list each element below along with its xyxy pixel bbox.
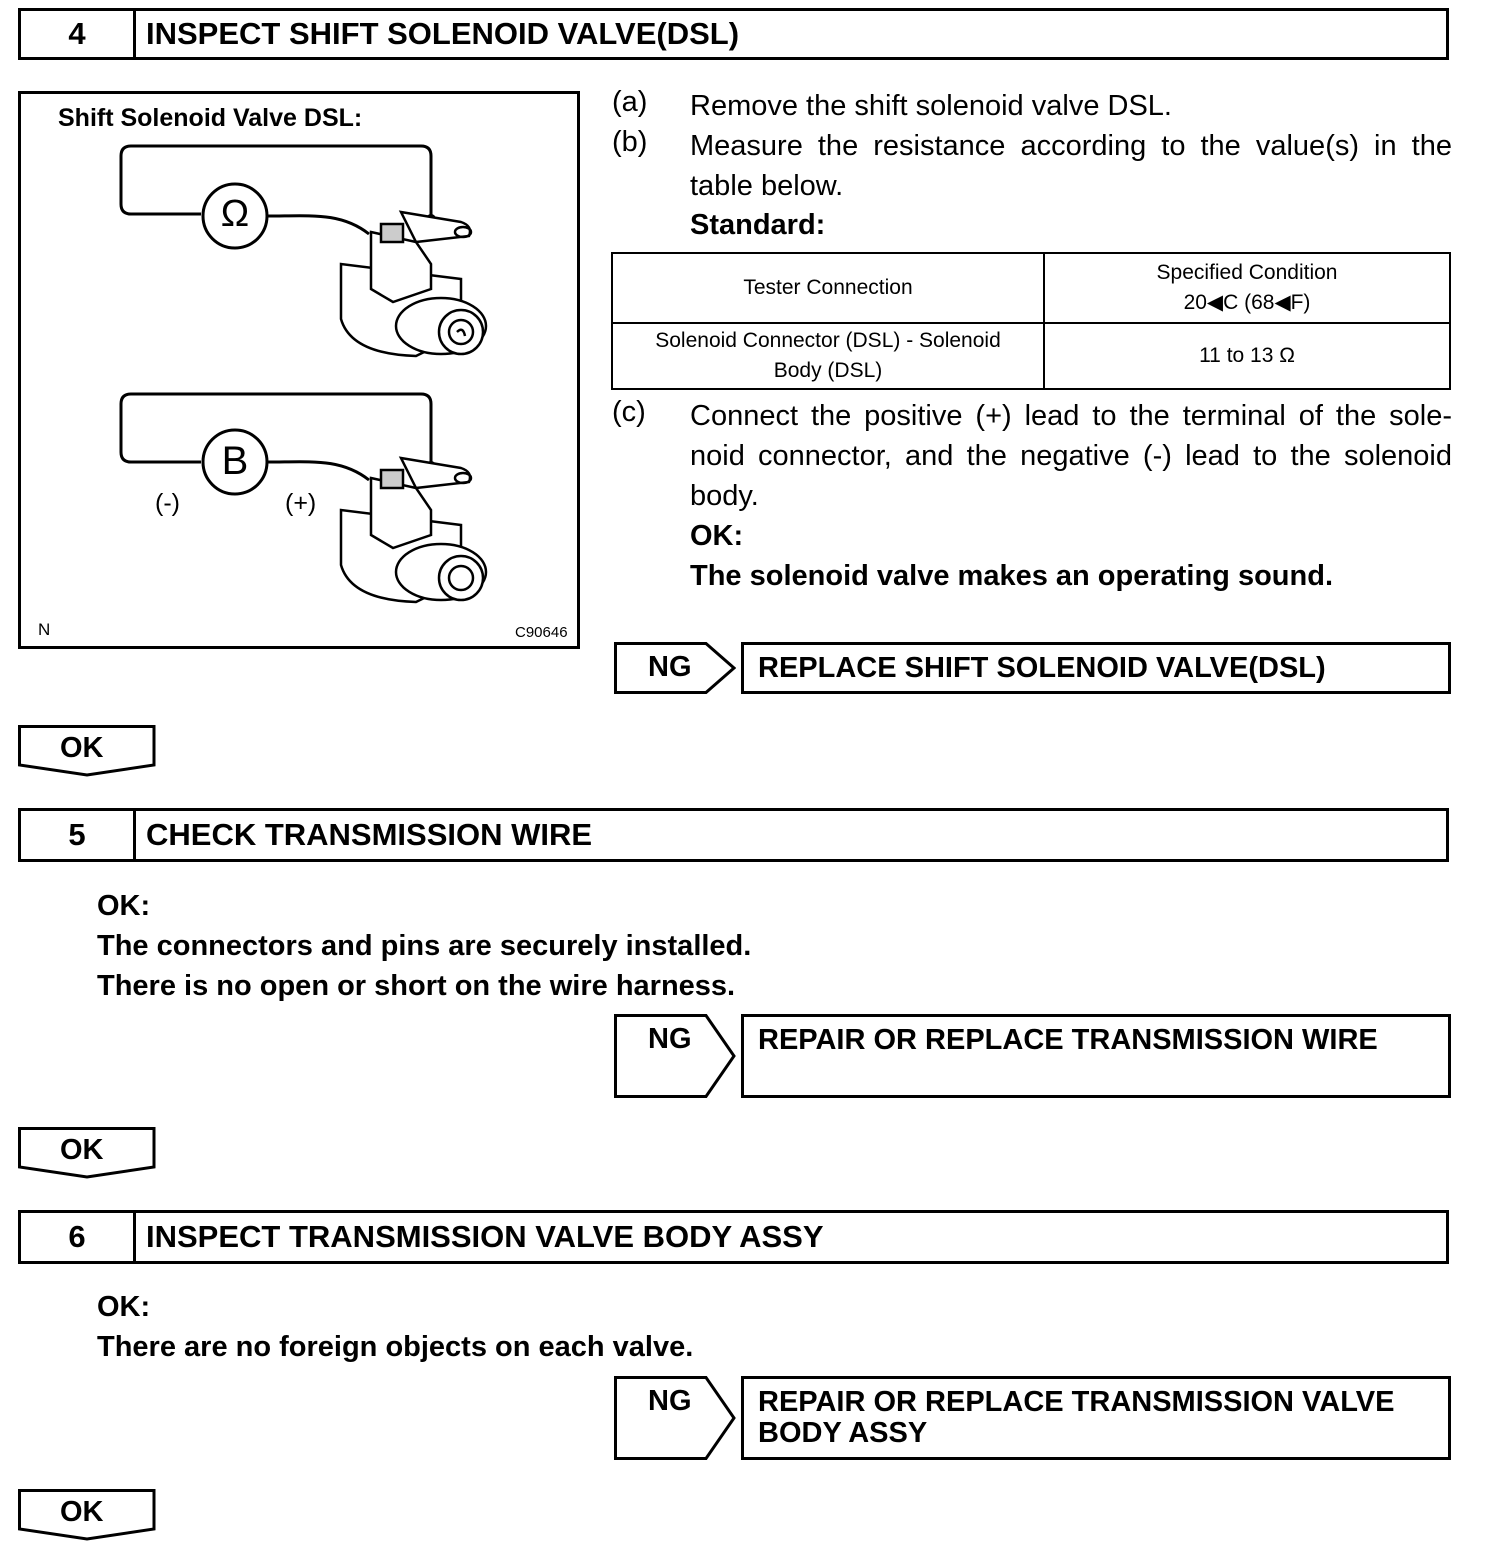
table-cell-connection <box>612 323 1044 389</box>
ng-branch-step4[interactable] <box>614 642 736 694</box>
connection-line2: Body (DSL) <box>773 359 883 382</box>
ng-action-step5: REPAIR OR REPLACE TRANSMISSION WIRE <box>741 1014 1451 1098</box>
solenoid-valve-icon-lower <box>341 458 486 602</box>
ng-label: NG <box>648 1385 692 1417</box>
step-c-text-line2: noid connector, and the negative (-) lead to the solenoid <box>690 440 1452 472</box>
battery-wire <box>121 394 431 466</box>
ok-label: OK <box>60 1134 104 1166</box>
step-number: 6 <box>21 1213 136 1261</box>
ng-branch-step5[interactable] <box>614 1014 736 1098</box>
ok-criteria-label: OK: <box>97 890 151 922</box>
table-header-tester: Tester Connection <box>612 253 1044 323</box>
ok-criteria-line1: The connectors and pins are securely installed. <box>97 930 752 962</box>
table-header-condition-label: Specified Condition <box>1156 261 1338 284</box>
ng-action-step4: REPLACE SHIFT SOLENOID VALVE(DSL) <box>741 642 1451 694</box>
solenoid-valve-icon-upper <box>341 212 486 356</box>
ohm-symbol: Ω <box>220 193 250 235</box>
ok-label: OK <box>60 732 104 764</box>
solenoid-figure <box>18 91 580 649</box>
step-b-text-line2: table below. <box>690 170 844 202</box>
ng-action-step6 <box>741 1376 1451 1460</box>
ok-branch-step4[interactable] <box>18 725 156 777</box>
step-title: CHECK TRANSMISSION WIRE <box>146 817 593 852</box>
table-header-temperature: 20◀C (68◀F) <box>1183 291 1311 314</box>
battery-symbol: B <box>221 439 249 483</box>
step-a-text: Remove the shift solenoid valve DSL. <box>690 90 1172 122</box>
ng-label: NG <box>648 1023 692 1055</box>
ok-criteria-label: OK: <box>97 1291 151 1323</box>
step-title: INSPECT TRANSMISSION VALVE BODY ASSY <box>146 1219 824 1254</box>
step-title: INSPECT SHIFT SOLENOID VALVE(DSL) <box>146 16 740 51</box>
step-number: 5 <box>21 811 136 859</box>
step-number: 4 <box>21 11 136 57</box>
step-6-header <box>18 1210 1449 1264</box>
ng-action-line1: REPAIR OR REPLACE TRANSMISSION VALVE <box>758 1386 1395 1418</box>
ohmmeter-wire <box>121 146 431 219</box>
solenoid-diagram <box>21 94 577 646</box>
ok-label: OK <box>60 1496 104 1528</box>
ok-criteria-line1: There are no foreign objects on each valve. <box>97 1331 694 1363</box>
figure-code: C90646 <box>515 624 568 641</box>
figure-corner-n: N <box>38 620 51 639</box>
ok-criteria-text: The solenoid valve makes an operating sound. <box>690 560 1333 592</box>
table-cell-value: 11 to 13 Ω <box>1044 323 1450 389</box>
negative-label: (-) <box>155 489 180 517</box>
standard-label: Standard: <box>690 209 826 241</box>
step-c-text-line3: body. <box>690 480 759 512</box>
ng-action-line2: BODY ASSY <box>758 1417 928 1449</box>
ok-criteria-label: OK: <box>690 520 744 552</box>
figure-caption: Shift Solenoid Valve DSL: <box>58 104 363 132</box>
ng-branch-step6[interactable] <box>614 1376 736 1460</box>
table-row <box>612 323 1450 389</box>
positive-label: (+) <box>285 489 317 517</box>
ng-label: NG <box>648 651 692 683</box>
ok-branch-step5[interactable] <box>18 1127 156 1179</box>
step-5-header <box>18 808 1449 862</box>
connection-line1: Solenoid Connector (DSL) - Solenoid <box>655 329 1001 352</box>
step-letter-a: (a) <box>612 86 648 118</box>
step-c-text-line1: Connect the positive (+) lead to the terminal of the sole- <box>690 400 1452 432</box>
table-header-row <box>612 253 1450 323</box>
table-header-condition <box>1044 253 1450 323</box>
step-letter-c: (c) <box>612 396 646 428</box>
step-4-header <box>18 8 1449 60</box>
ok-branch-step6[interactable] <box>18 1489 156 1541</box>
step-letter-b: (b) <box>612 126 648 158</box>
resistance-table <box>611 252 1451 390</box>
ok-criteria-line2: There is no open or short on the wire harness. <box>97 970 736 1002</box>
step-b-text-line1: Measure the resistance according to the value(s) in the <box>690 130 1452 162</box>
